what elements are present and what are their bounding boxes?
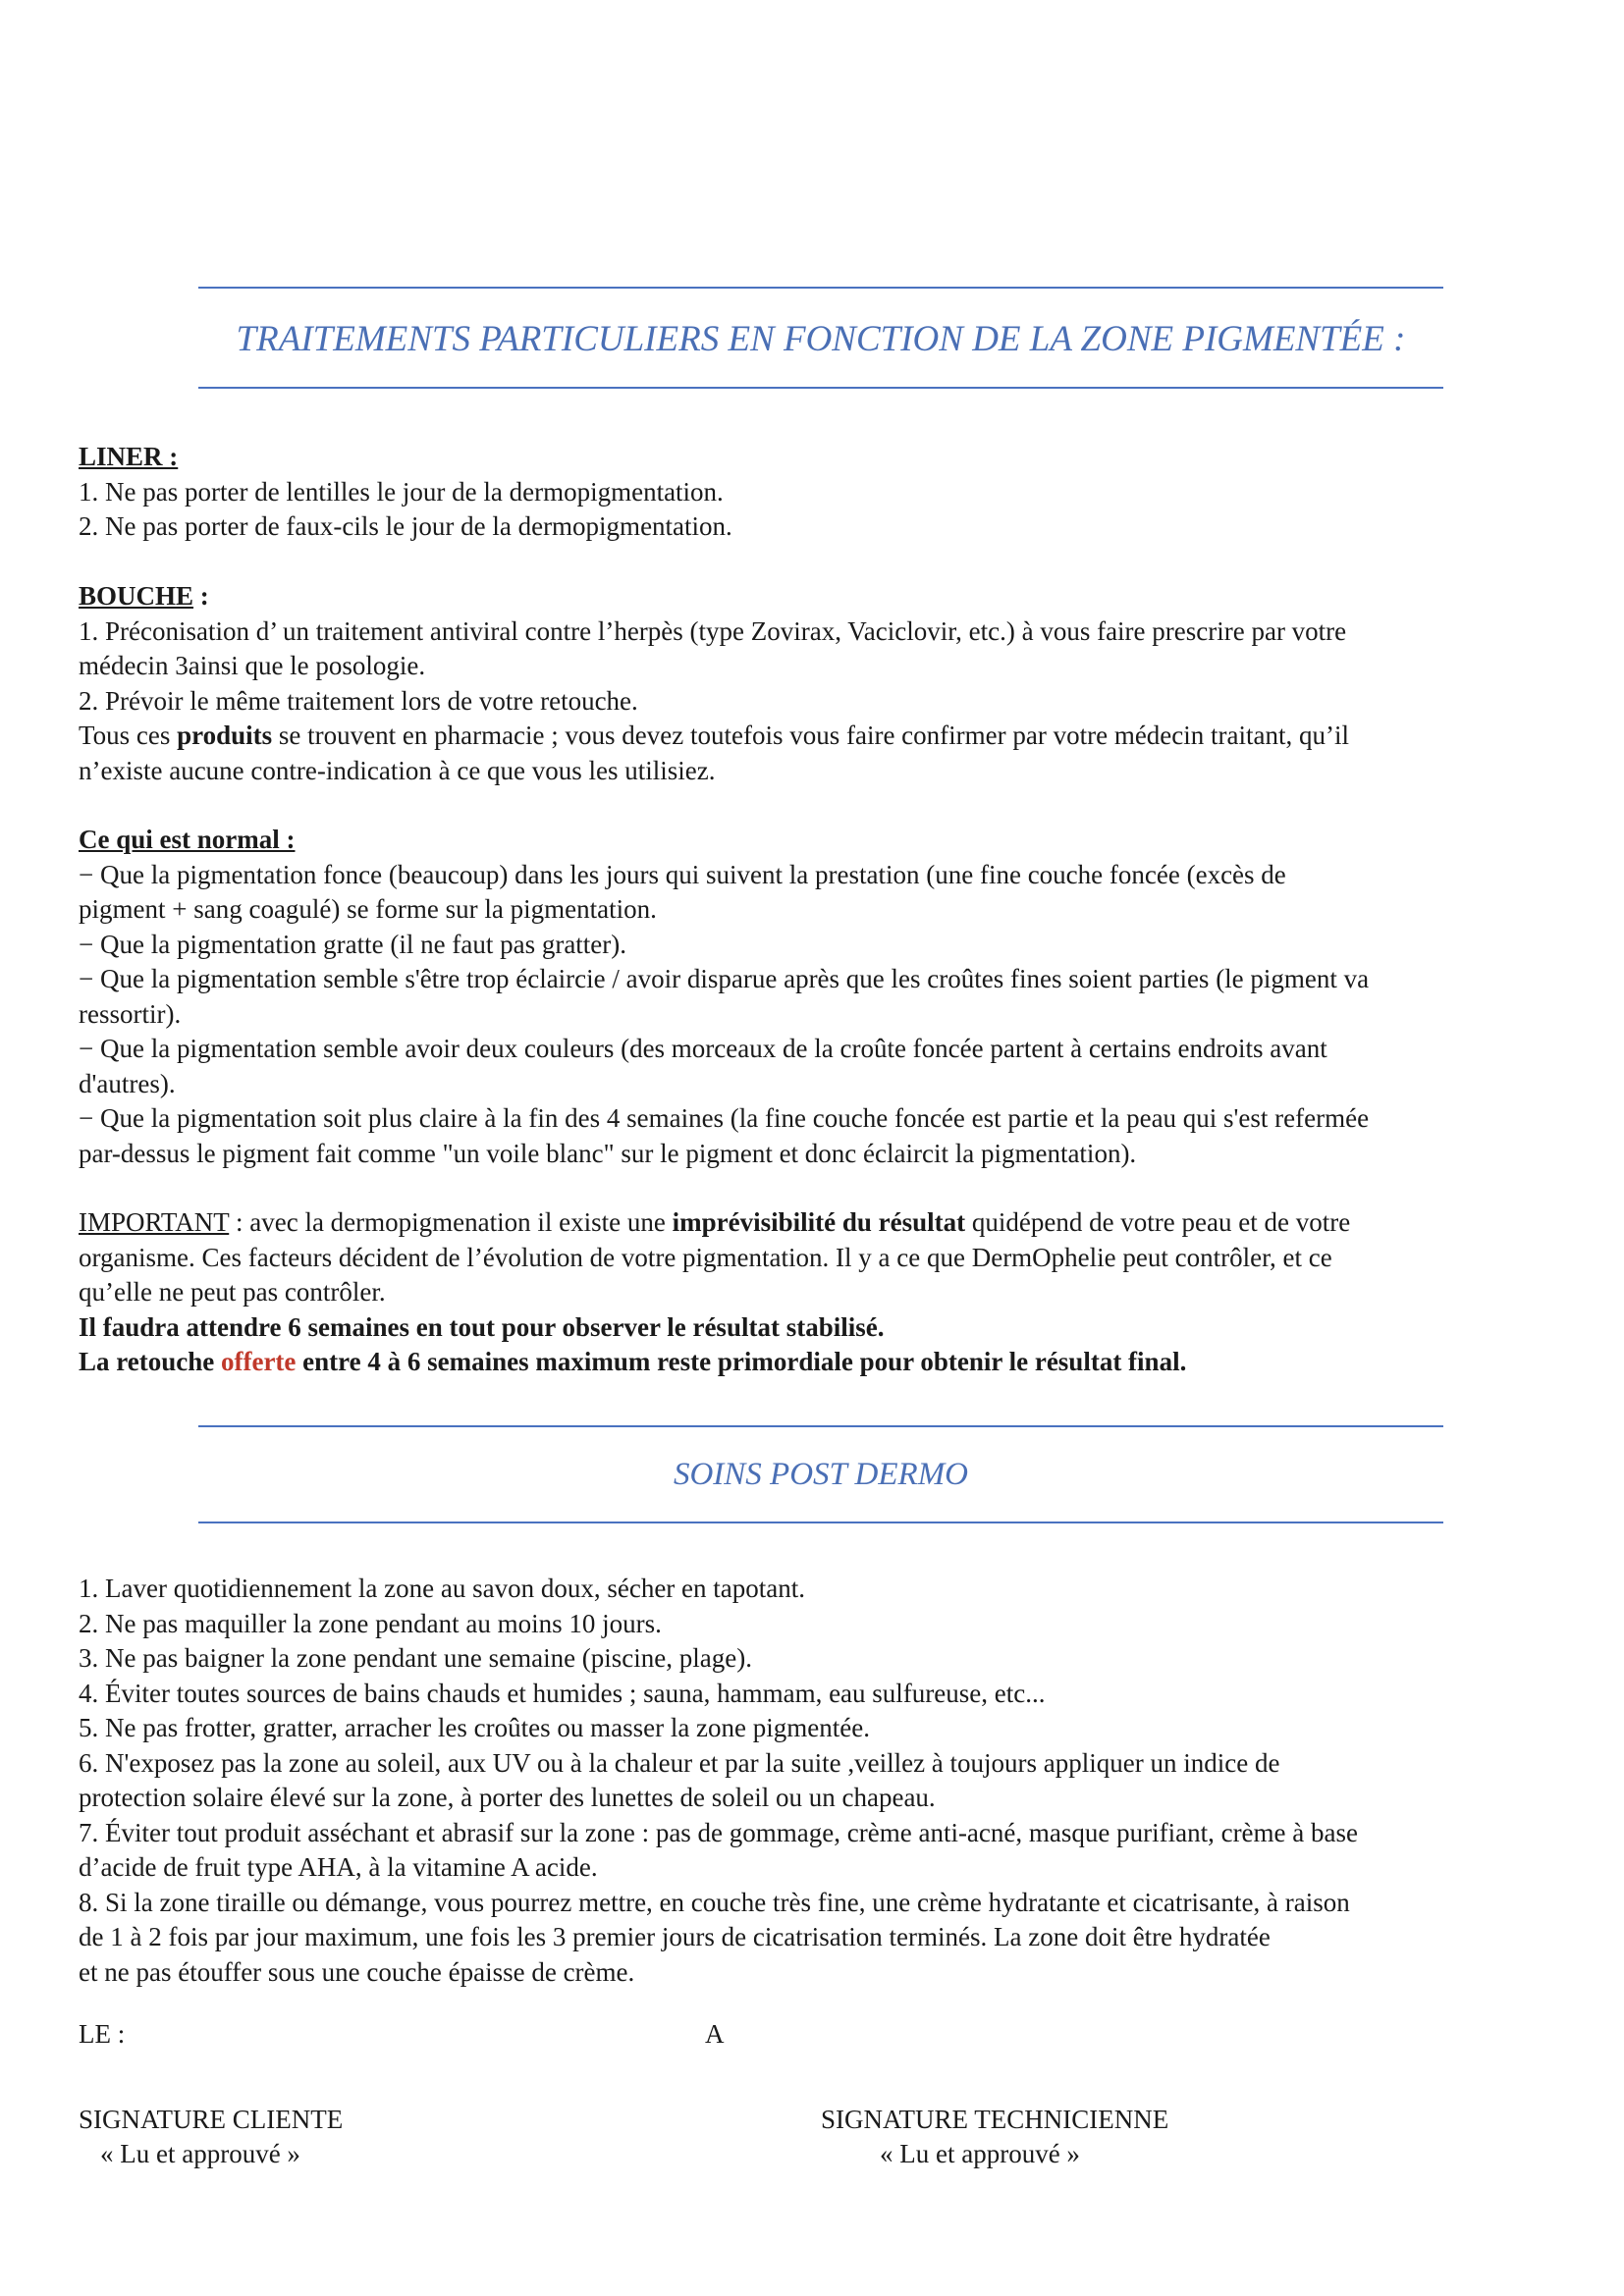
liner-item: 2. Ne pas porter de faux-cils le jour de la dermopigmentation. — [79, 511, 732, 541]
heading-rule-top — [198, 1425, 1443, 1427]
normal-section — [79, 823, 1551, 1171]
soins-line: 6. N'exposez pas la zone au soleil, aux UV ou à la chaleur et par la suite ,veillez à toujours appliquer un indice de — [79, 1747, 1280, 1778]
liner-label: LINER : — [79, 442, 179, 471]
important-label: IMPORTANT — [79, 1207, 230, 1237]
bouche-label-colon: : — [193, 581, 209, 611]
bouche-item-continued: médecin 3ainsi que le posologie. — [79, 651, 426, 680]
bouche-item: 2. Prévoir le même traitement lors de votre retouche. — [79, 685, 638, 716]
normal-label: Ce qui est normal : — [79, 825, 296, 854]
important-bold: imprévisibilité du résultat — [672, 1207, 966, 1237]
soins-line: 2. Ne pas maquiller la zone pendant au moins 10 jours. — [79, 1608, 662, 1638]
soins-line: 4. Éviter toutes sources de bains chauds et humides ; sauna, hammam, eau sulfureuse, etc... — [79, 1678, 1046, 1708]
soins-line: et ne pas étouffer sous une couche épaisse de crème. — [79, 1956, 635, 1987]
bouche-label: BOUCHE — [79, 581, 194, 611]
signature-tech-label: SIGNATURE TECHNICIENNE — [821, 2105, 1169, 2134]
normal-line: − Que la pigmentation soit plus claire à la fin des 4 semaines (la fine couche foncée est partie et la peau qui s'est refermée — [79, 1103, 1370, 1133]
section-heading-traitements: TRAITEMENTS PARTICULIERS EN FONCTION DE LA ZONE PIGMENTÉE : — [236, 319, 1406, 359]
bouche-note — [79, 719, 1551, 754]
soins-line: 7. Éviter tout produit asséchant et abrasif sur la zone : pas de gommage, crème anti-acné, masque purifiant, crème à base — [79, 1817, 1358, 1847]
retouche-text: La retouche — [79, 1347, 221, 1376]
normal-line: − Que la pigmentation gratte (il ne faut pas gratter). — [79, 929, 627, 959]
bouche-note-text: se trouvent en pharmacie ; vous devez toutefois vous faire confirmer par votre médecin traitant, qu’il — [272, 721, 1349, 750]
normal-line: − Que la pigmentation semble avoir deux couleurs (des morceaux de la croûte foncée partent à certains endroits avant — [79, 1034, 1327, 1063]
retouche-text: entre 4 à 6 semaines maximum reste primordiale pour obtenir le résultat final. — [296, 1347, 1187, 1376]
soins-line: de 1 à 2 fois par jour maximum, une fois les 3 premier jours de cicatrisation terminés. La zone doit être hydratée — [79, 1922, 1271, 1951]
normal-line: ressortir). — [79, 998, 182, 1029]
heading-rule-bottom — [198, 1522, 1443, 1523]
liner-item: 1. Ne pas porter de lentilles le jour de la dermopigmentation. — [79, 476, 724, 507]
important-text: quidépend de votre peau et de votre — [965, 1207, 1351, 1237]
soins-line: d’acide de fruit type AHA, à la vitamine A acide. — [79, 1852, 598, 1882]
bouche-note-continued: n’existe aucune contre-indication à ce que vous les utilisiez. — [79, 755, 716, 785]
soins-line: 5. Ne pas frotter, gratter, arracher les croûtes ou masser la zone pigmentée. — [79, 1713, 870, 1742]
normal-line: − Que la pigmentation semble s'être trop éclaircie / avoir disparue après que les croûtes fines soient parties (le pigment va — [79, 964, 1370, 993]
important-line: organisme. Ces facteurs décident de l’évolution de votre pigmentation. Il y a ce que DermOphelie peut contrôler, et ce — [79, 1242, 1332, 1272]
soins-line: 8. Si la zone tiraille ou démange, vous pourrez mettre, en couche très fine, une crème hydratante et cicatrisante, à raison — [79, 1887, 1350, 1917]
normal-line: d'autres). — [79, 1068, 176, 1098]
important-text: : avec la dermopigmenation il existe une — [229, 1207, 673, 1237]
signature-client-label: SIGNATURE CLIENTE — [79, 2105, 344, 2134]
date-label: LE : — [79, 2019, 126, 2049]
normal-line: par-dessus le pigment fait comme "un voile blanc" sur le pigment et donc éclaircit la pigmentation). — [79, 1138, 1137, 1168]
soins-line: 3. Ne pas baigner la zone pendant une semaine (piscine, plage). — [79, 1643, 752, 1673]
soins-line: protection solaire élevé sur la zone, à porter des lunettes de soleil ou un chapeau. — [79, 1783, 936, 1812]
section-heading-soins: SOINS POST DERMO — [673, 1457, 969, 1492]
bouche-item: 1. Préconisation d’ un traitement antiviral contre l’herpès (type Zovirax, Vaciclovir, etc.) à vous faire prescrire par votre — [79, 615, 1347, 646]
signature-tech-note: « Lu et approuvé » — [880, 2139, 1080, 2168]
retouche-line — [79, 1345, 1551, 1380]
normal-line: pigment + sang coagulé) se forme sur la pigmentation. — [79, 894, 657, 924]
important-bold-line: Il faudra attendre 6 semaines en tout pour observer le résultat stabilisé. — [79, 1311, 885, 1342]
important-section — [79, 1205, 1551, 1380]
bouche-note-text: Tous ces — [79, 721, 178, 750]
bouche-section — [79, 579, 1551, 788]
signature-client-note: « Lu et approuvé » — [100, 2139, 300, 2168]
retouche-offerte: offerte — [220, 1347, 297, 1376]
place-label: A — [705, 2019, 725, 2049]
heading-rule-bottom — [198, 387, 1443, 389]
soins-line: 1. Laver quotidiennement la zone au savon doux, sécher en tapotant. — [79, 1574, 805, 1603]
bouche-note-bold: produits — [177, 721, 273, 750]
normal-line: − Que la pigmentation fonce (beaucoup) dans les jours qui suivent la prestation (une fine couche foncée (excès de — [79, 859, 1286, 889]
soins-section — [79, 1572, 1551, 1990]
important-line: qu’elle ne peut pas contrôler. — [79, 1277, 386, 1307]
heading-rule-top — [198, 287, 1443, 289]
liner-section — [79, 440, 1551, 545]
